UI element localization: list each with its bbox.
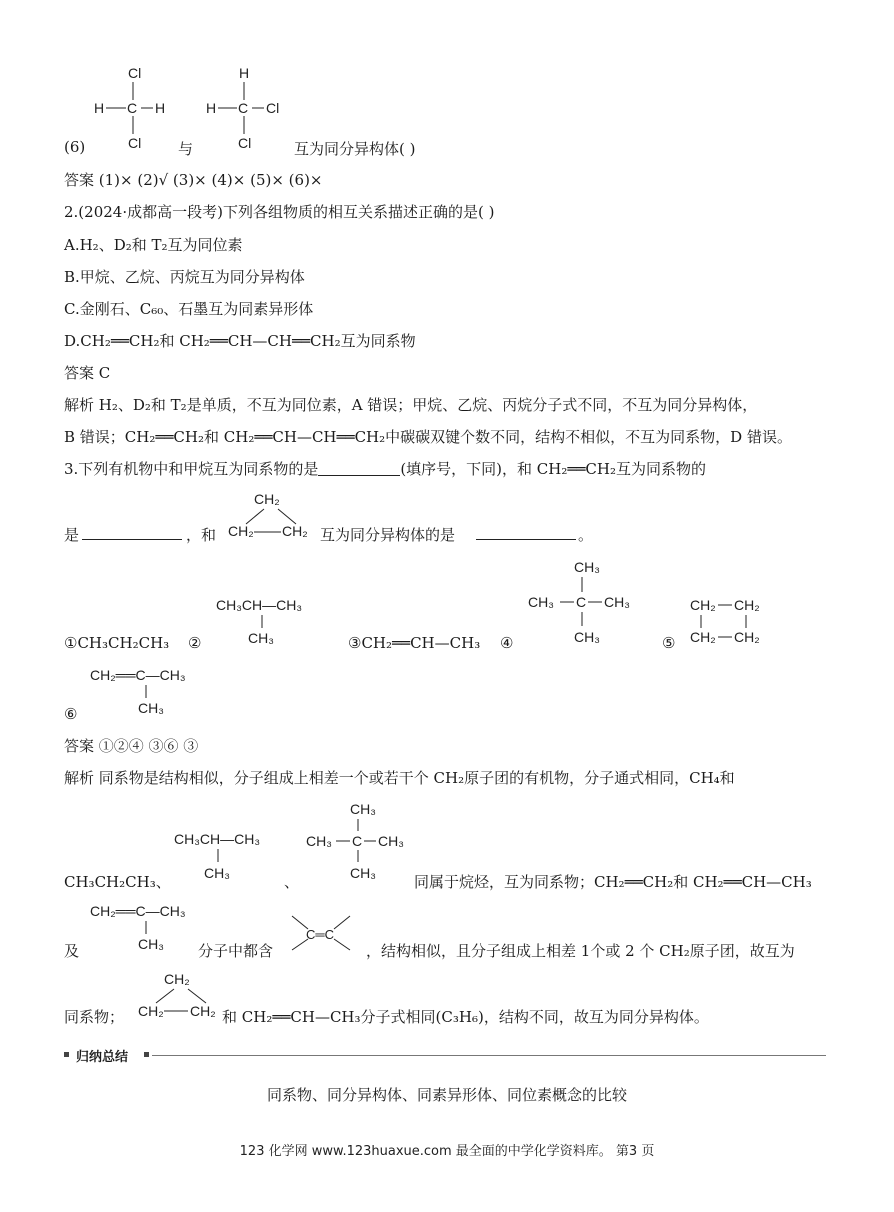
atom: H <box>94 100 105 116</box>
q3-explanation-1: 解析 同系物是结构相似，分子组成上相差一个或若干个 CH₂原子团的有机物，分子通式相同，CH₄和 <box>64 769 735 787</box>
svg-text:CH₃: CH₃ <box>204 865 230 881</box>
svg-text:CH₃: CH₃ <box>378 833 404 849</box>
summary-title: 同系物、同分异构体、同素异形体、同位素概念的比较 <box>266 1086 627 1104</box>
q3-line2-b: ，和 <box>186 526 217 544</box>
cyclobutane-structure <box>688 592 778 652</box>
atom: H <box>239 65 250 81</box>
summary-label: 归纳总结 <box>76 1050 129 1065</box>
isobutane-structure <box>214 592 334 648</box>
neopentane-structure-explain <box>304 798 414 890</box>
option-2-label: ② <box>188 634 202 652</box>
q3-exp2-a: CH₃CH₂CH₃、 <box>64 873 171 891</box>
dichloromethane-structure-1 <box>88 62 178 154</box>
isobutene-structure <box>88 662 208 718</box>
atom: H <box>206 100 217 116</box>
atom: Cl <box>238 135 252 151</box>
answer-blank-3[interactable] <box>476 525 576 540</box>
svg-text:CH₂: CH₂ <box>690 629 716 645</box>
svg-text:CH₃: CH₃ <box>138 700 164 716</box>
q2-option-c: C.金刚石、C₆₀、石墨互为同素异形体 <box>64 300 314 318</box>
svg-text:CH₂: CH₂ <box>254 491 280 507</box>
svg-text:CH₂══C—CH₃: CH₂══C—CH₃ <box>90 667 186 683</box>
q3-line2-c: 互为同分异构体的是 <box>320 526 456 544</box>
svg-text:CH₂: CH₂ <box>164 971 190 987</box>
q3-stem-b: (填序号，下同)，和 CH₂══CH₂互为同系物的 <box>400 460 707 478</box>
cyclopropane-structure-explain <box>136 968 226 1024</box>
svg-text:CH₂: CH₂ <box>138 1003 164 1019</box>
svg-text:CH₃CH—CH₃: CH₃CH—CH₃ <box>174 831 261 847</box>
cyclopropane-structure <box>226 488 316 544</box>
svg-text:C: C <box>352 833 363 849</box>
q3-exp2-c: 同属于烷烃，互为同系物；CH₂══CH₂和 CH₂══CH—CH₃ <box>414 873 812 891</box>
q2-explanation-1: 解析 H₂、D₂和 T₂是单质，不互为同位素，A 错误；甲烷、乙烷、丙烷分子式不同，不互为同分异构体， <box>64 396 758 414</box>
q2-option-a: A.H₂、D₂和 T₂互为同位素 <box>64 236 243 254</box>
svg-text:CH₂══C—CH₃: CH₂══C—CH₃ <box>90 903 186 919</box>
svg-text:CH₃: CH₃ <box>350 865 376 881</box>
svg-text:CH₂: CH₂ <box>734 629 760 645</box>
answer-1: 答案 (1)× (2)√ (3)× (4)× (5)× (6)× <box>64 171 323 189</box>
answer-blank-2[interactable] <box>82 525 182 540</box>
q3-stem <box>64 459 706 479</box>
q3-exp2-b: 、 <box>284 873 300 891</box>
summary-marker <box>64 1052 69 1057</box>
q2-option-d: D.CH₂══CH₂和 CH₂══CH—CH══CH₂互为同系物 <box>64 332 416 350</box>
neopentane-structure <box>526 556 646 652</box>
summary-header <box>64 1046 830 1064</box>
q3-exp3-b: 分子中都含 <box>198 942 274 960</box>
option-6-label: ⑥ <box>64 705 78 723</box>
q6-tail: 互为同分异构体( ) <box>294 140 416 158</box>
q2-option-b: B.甲烷、乙烷、丙烷互为同分异构体 <box>64 268 305 286</box>
svg-text:CH₂: CH₂ <box>190 1003 216 1019</box>
answer-blank-1[interactable] <box>318 461 400 476</box>
svg-text:CH₃: CH₃ <box>604 594 630 610</box>
q3-stem-a: 3.下列有机物中和甲烷互为同系物的是 <box>64 460 319 478</box>
svg-text:C: C <box>576 594 587 610</box>
svg-text:CH₃: CH₃ <box>306 833 332 849</box>
svg-text:C═C: C═C <box>306 927 334 942</box>
svg-text:CH₃: CH₃ <box>528 594 554 610</box>
svg-text:CH₂: CH₂ <box>282 523 308 539</box>
summary-rule <box>152 1055 826 1056</box>
atom: C <box>127 100 138 116</box>
atom: H <box>155 100 166 116</box>
svg-text:CH₃CH—CH₃: CH₃CH—CH₃ <box>216 597 303 613</box>
svg-text:CH₃: CH₃ <box>350 801 376 817</box>
q3-exp4-b: 和 CH₂══CH—CH₃分子式相同(C₃H₆)，结构不同，故互为同分异构体。 <box>222 1008 709 1026</box>
q3-line2-a: 是 <box>64 526 80 544</box>
option-3: ③CH₂══CH—CH₃ <box>348 634 481 652</box>
q2-explanation-2: B 错误；CH₂══CH₂和 CH₂══CH—CH══CH₂中碳碳双键个数不同，结构不相似，不互为同系物，D 错误。 <box>64 428 792 446</box>
isobutene-structure-explain <box>88 898 208 956</box>
svg-text:CH₃: CH₃ <box>574 629 600 645</box>
q2-stem: 2.(2024·成都高一段考)下列各组物质的相互关系描述正确的是( ) <box>64 203 495 221</box>
summary-marker-2 <box>144 1052 149 1057</box>
q6-number: (6) <box>64 138 86 156</box>
q3-exp3-c: ，结构相似，且分子组成上相差 1个或 2 个 CH₂原子团，故互为 <box>366 942 795 960</box>
atom: Cl <box>128 135 142 151</box>
q3-exp4-a: 同系物； <box>64 1008 125 1026</box>
q2-answer: 答案 C <box>64 364 111 382</box>
q6-connector: 与 <box>178 140 194 158</box>
option-5-label: ⑤ <box>662 634 676 652</box>
dichloromethane-structure-2 <box>200 62 300 154</box>
option-1: ①CH₃CH₂CH₃ <box>64 634 170 652</box>
q3-exp3-a: 及 <box>64 942 80 960</box>
svg-text:CH₃: CH₃ <box>138 936 164 952</box>
svg-text:CH₂: CH₂ <box>690 597 716 613</box>
carbon-double-bond-structure <box>288 912 354 958</box>
atom: C <box>238 100 249 116</box>
page-footer: 123 化学网 www.123huaxue.com 最全面的中学化学资料库。 第3 页 <box>239 1144 655 1159</box>
q3-line2-d: 。 <box>578 526 594 544</box>
isobutane-structure-explain <box>172 826 292 886</box>
svg-text:CH₃: CH₃ <box>574 559 600 575</box>
svg-text:CH₂: CH₂ <box>228 523 254 539</box>
svg-text:CH₂: CH₂ <box>734 597 760 613</box>
atom: Cl <box>128 65 142 81</box>
svg-text:CH₃: CH₃ <box>248 630 274 646</box>
atom: Cl <box>266 100 280 116</box>
q3-answer: 答案 ①②④ ③⑥ ③ <box>64 737 199 755</box>
option-4-label: ④ <box>500 634 514 652</box>
